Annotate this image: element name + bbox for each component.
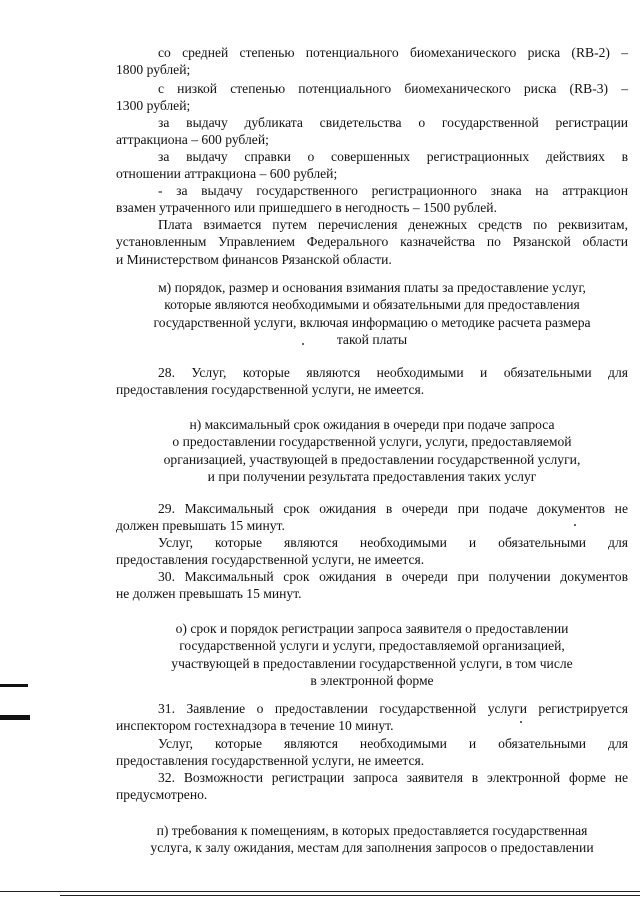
paragraph [116,769,628,804]
text-line: участвующей в предоставлении государственной услуги, в том числе [171,655,573,671]
text-line: государственной услуги и услуги, предоставляемой организацией, [179,638,565,654]
paragraph [116,364,628,399]
paragraph [116,534,628,569]
text-line: предоставления государственной услуги, не имеется. [116,753,425,769]
text-line: Услуг, которые являются необходимыми и обязательными для [158,535,628,550]
paragraph [116,735,628,770]
paragraph [116,44,628,79]
text-line: в электронной форме [310,673,434,689]
text-line: предусмотрено. [116,787,208,803]
text-line: установленным Управлением Федерального казначейства по Рязанской области [116,234,628,250]
text-line: м) порядок, размер и основания взимания платы за предоставление услуг, [158,280,586,295]
text-line: отношении аттракциона – 600 рублей; [116,166,338,182]
text-line: п) требования к помещениям, в которых предоставляется государственная [156,823,588,838]
paragraph [116,148,628,183]
section-heading [116,822,628,857]
text-line: Услуг, которые являются необходимыми и обязательными для [158,736,628,751]
text-line: с низкой степенью потенциального биомеханического риска (RB-3) – [158,81,628,96]
text-line: за выдачу дубликата свидетельства о государственной регистрации [158,115,628,130]
text-line: со средней степенью потенциального биомеханического риска (RB-2) – [158,45,628,60]
page-bottom-rule [0,891,640,892]
paragraph [116,114,628,149]
text-line: 1300 рублей; [116,98,191,114]
paragraph [116,80,628,115]
section-heading [116,416,628,486]
text-line: за выдачу справки о совершенных регистрационных действиях в [158,149,628,164]
paragraph [116,500,628,535]
paragraph [116,568,628,603]
text-line: государственной услуги, включая информацию о методике расчета размера [153,314,591,330]
text-line: и Министерством финансов Рязанской области. [116,251,392,267]
text-line: 32. Возможности регистрации запроса заявителя в электронной форме не [158,770,628,785]
text-line: такой платы [336,332,408,348]
text-line: предоставления государственной услуги, не имеется. [116,382,425,398]
text-line: 28. Услуг, которые являются необходимыми и обязательными для [158,365,628,380]
text-line: не должен превышать 15 минут. [116,586,302,602]
text-line: Плата взимается путем перечисления денежных средств по реквизитам, [158,217,628,232]
text-line: 1800 рублей; [116,62,191,78]
text-line: о предоставлении государственной услуги, услуги, предоставляемой [172,434,572,450]
text-line: и при получении результата предоставления таких услуг [207,469,537,485]
text-line: взамен утраченного или пришедшего в негодность – 1500 рублей. [116,200,497,216]
text-line: 31. Заявление о предоставлении государственной услуги регистрируется [158,701,628,716]
text-line: аттракциона – 600 рублей; [116,132,269,148]
scan-speck [302,343,304,345]
text-line: 29. Максимальный срок ожидания в очереди при подаче документов не [158,501,628,516]
scan-speck [574,524,576,526]
text-line: о) срок и порядок регистрации запроса заявителя о предоставлении [175,621,569,636]
text-line: организацией, участвующей в предоставлении государственной услуги, [163,451,581,467]
paragraph [116,216,628,268]
text-line: инспектором гостехнадзора в течение 10 минут. [116,718,394,734]
text-line: должен превышать 15 минут. [116,518,285,534]
scan-speck [520,721,522,723]
page-bottom-rule [60,895,640,896]
margin-mark-lower [0,715,30,720]
text-line: н) максимальный срок ожидания в очереди при подаче запроса [189,417,555,432]
section-heading [116,279,628,349]
margin-mark-upper [0,684,28,687]
text-line: предоставления государственной услуги, не имеется. [116,552,425,568]
text-line: которые являются необходимыми и обязательными для предоставления [164,297,580,313]
text-line: услуга, к залу ожидания, местам для заполнения запросов о предоставлении [150,840,594,856]
text-line: 30. Максимальный срок ожидания в очереди при получении документов [158,569,628,584]
paragraph [116,182,628,217]
text-line: - за выдачу государственного регистрационного знака на аттракцион [158,183,628,198]
paragraph [116,700,628,735]
section-heading [116,620,628,690]
